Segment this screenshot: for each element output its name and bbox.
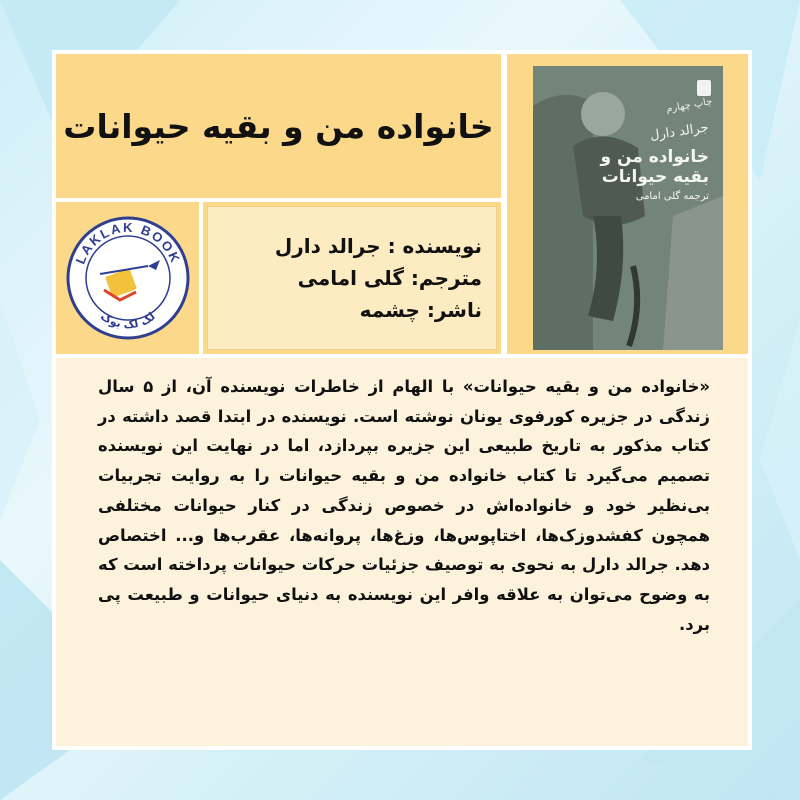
logo-bottom-text: لک لک بوک bbox=[97, 309, 158, 332]
translator-line: مترجم: گلی امامی bbox=[297, 266, 482, 290]
book-card bbox=[52, 50, 752, 750]
description-text: «خانواده من و بقیه حیوانات» با الهام از خاطرات نویسنده آن، از ۵ سال زندگی در جزیره کورفوی یونان نوشته است. نویسنده در ابتدا قصد داشته در کتاب مذکور به تاریخ طبیعی این جزیره بپردازد، اما در نهایت این نویسنده تصمیم می‌گیرد تا کتاب خانواده من و بقیه حیوانات را به روایت تجربیات بی‌نظیر خود و خانواده‌اش در خصوص زندگی در کنار حیوانات مختلفی همچون کفشدوزک‌ها، اختاپوس‌ها، وزغ‌ها، پروانه‌ها، عقرب‌ها و... اختصاص دهد. جرالد دارل به نحوی به توصیف جزئیات حرکات حیوانات پرداخته است که به وضوح می‌توان به علاقه وافر این نویسنده به دنیای حیوانات و طبیعت پی برد. bbox=[98, 377, 710, 634]
info-panel bbox=[203, 202, 501, 354]
book-cover-image bbox=[533, 66, 723, 350]
cover-title: خانواده من و بقیه حیوانات bbox=[600, 147, 709, 187]
cover-text-block bbox=[599, 120, 710, 202]
author-line: نویسنده : جرالد دارل bbox=[274, 234, 482, 258]
book-title: خانواده من و بقیه حیوانات bbox=[63, 106, 494, 146]
laklak-book-logo bbox=[64, 214, 192, 342]
title-panel bbox=[56, 54, 501, 198]
publisher-logo-icon bbox=[697, 80, 711, 96]
info-content bbox=[207, 206, 497, 350]
logo-top-text: LAKLAK BOOK bbox=[72, 219, 183, 267]
logo-panel bbox=[56, 202, 199, 354]
cover-author: جرالد دارل bbox=[649, 120, 710, 144]
description-panel bbox=[56, 358, 748, 746]
cover-translator: ترجمه گلی امامی bbox=[635, 191, 709, 202]
cover-panel bbox=[507, 54, 748, 354]
cover-edition: چاپ چهارم bbox=[665, 96, 714, 115]
publisher-line: ناشر: چشمه bbox=[359, 298, 482, 322]
